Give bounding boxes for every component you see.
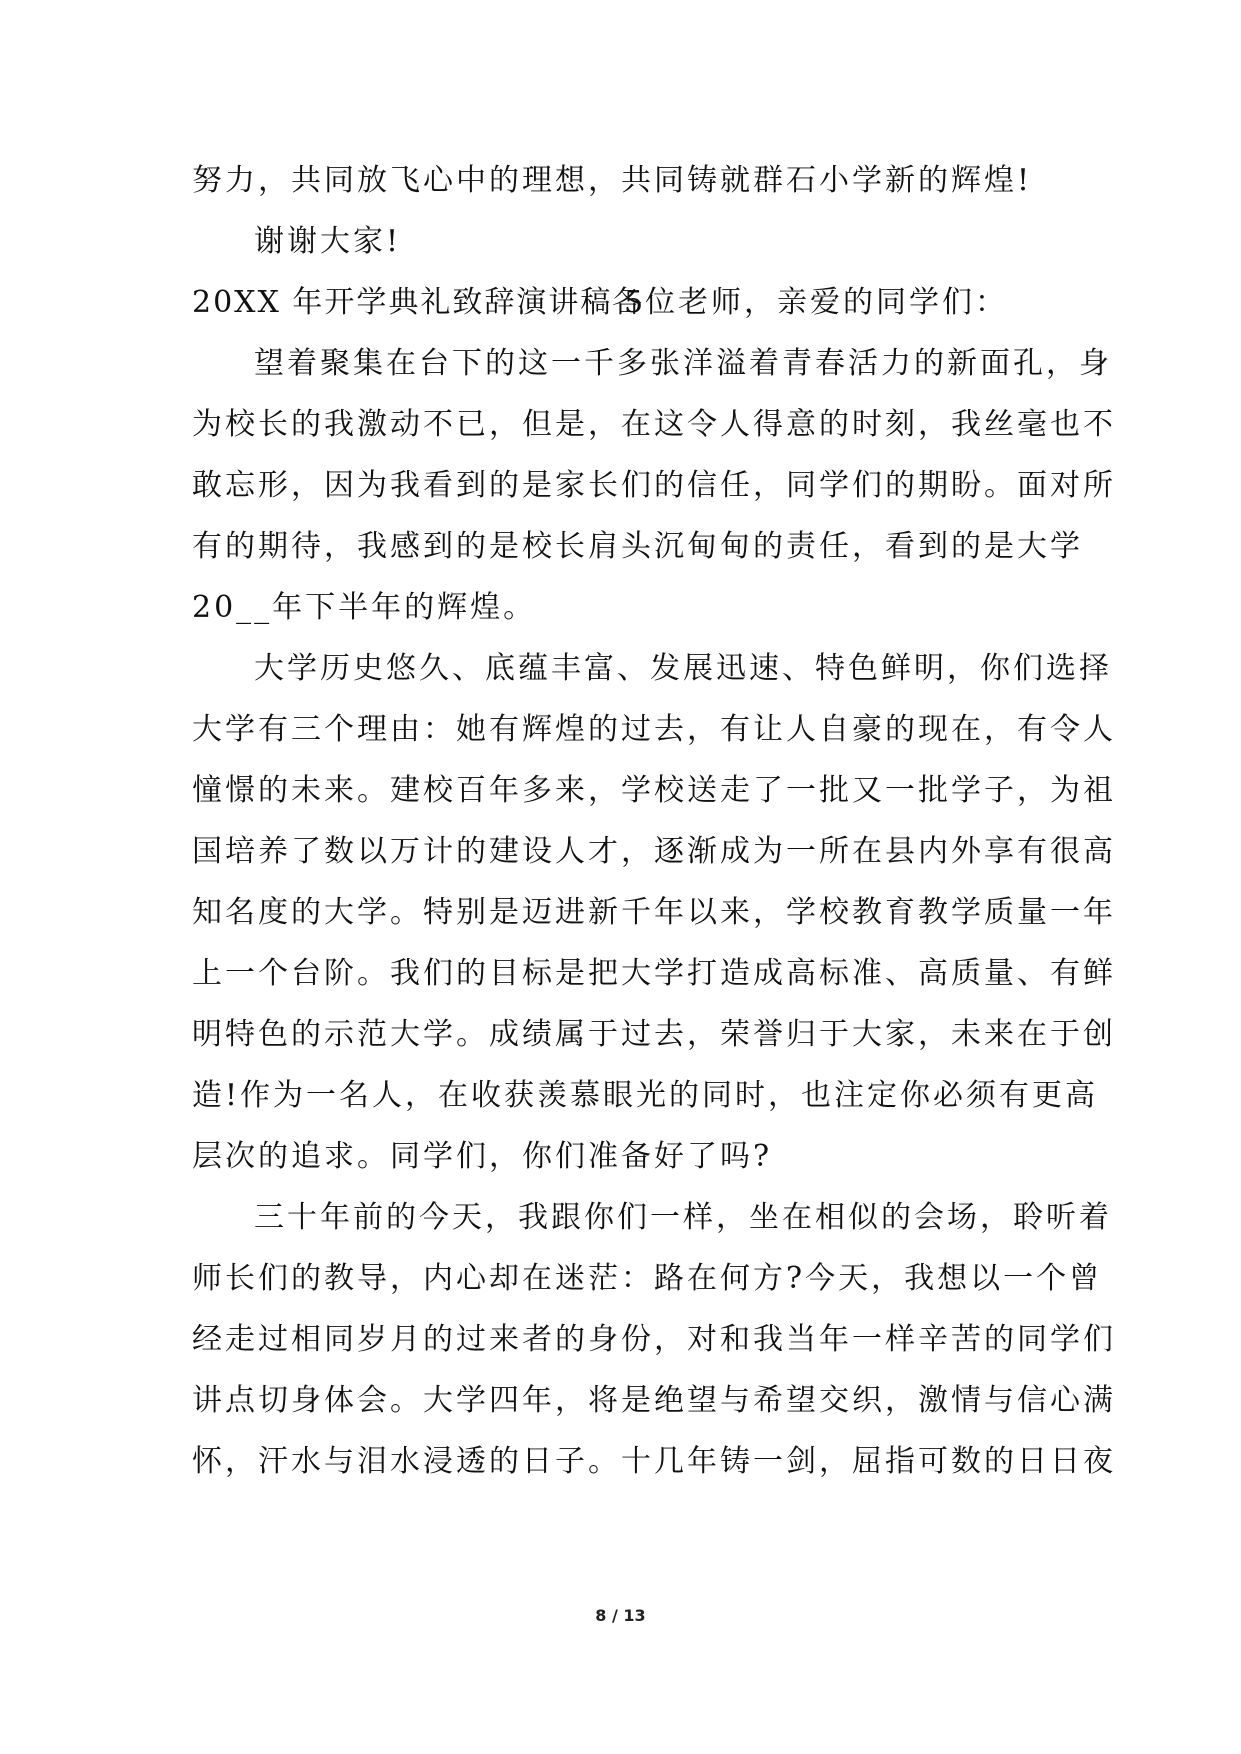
text-line: 国培养了数以万计的建设人才，逐渐成为一所在县内外享有很高 [192,834,1116,869]
text-line: 努力，共同放飞心中的理想，共同铸就群石小学新的辉煌! [192,163,1033,198]
speech-heading [192,272,1060,333]
speech-body [192,333,1116,1492]
text-line: 敢忘形，因为我看到的是家长们的信任，同学们的期盼。面对所 [192,468,1116,503]
document-page [192,150,1116,1492]
speech-salutation: 各位老师，亲爱的同学们： [612,285,1008,320]
text-line: 明特色的示范大学。成绩属于过去，荣誉归于大家，未来在于创 [192,1017,1116,1052]
text-line: 造!作为一名人，在收获羡慕眼光的同时，也注定你必须有更高 [192,1078,1099,1113]
text-line: 层次的追求。同学们，你们准备好了吗? [192,1139,773,1174]
speech-title: 20XX 年开学典礼致辞演讲稿 5 [192,285,646,320]
text-line: 师长们的教导，内心却在迷茫：路在何方?今天，我想以一个曾 [192,1261,1103,1296]
text-line: 知名度的大学。特别是迈进新千年以来，学校教育教学质量一年 [192,895,1116,930]
text-line: 怀，汗水与泪水浸透的日子。十几年铸一剑，屈指可数的日日夜 [192,1444,1116,1479]
text-line: 上一个台阶。我们的目标是把大学打造成高标准、高质量、有鲜 [192,956,1116,991]
text-line: 有的期待，我感到的是校长肩头沉甸甸的责任，看到的是大学 [192,529,1083,564]
text-line: 望着聚集在台下的这一千多张洋溢着青春活力的新面孔，身 [254,346,1112,381]
text-line: 20__年下半年的辉煌。 [192,590,537,625]
text-line: 经走过相同岁月的过来者的身份，对和我当年一样辛苦的同学们 [192,1322,1116,1357]
text-line: 大学历史悠久、底蕴丰富、发展迅速、特色鲜明，你们选择 [254,651,1112,686]
text-line: 大学有三个理由：她有辉煌的过去，有让人自豪的现在，有令人 [192,712,1116,747]
page-number: 8 / 13 [595,1606,646,1625]
text-line: 谢谢大家! [254,224,402,259]
text-line: 三十年前的今天，我跟你们一样，坐在相似的会场，聆听着 [254,1200,1112,1235]
text-line: 憧憬的未来。建校百年多来，学校送走了一批又一批学子，为祖 [192,773,1116,808]
text-line: 讲点切身体会。大学四年，将是绝望与希望交织，激情与信心满 [192,1383,1116,1418]
text-line: 为校长的我激动不已，但是，在这令人得意的时刻，我丝毫也不 [192,407,1116,442]
